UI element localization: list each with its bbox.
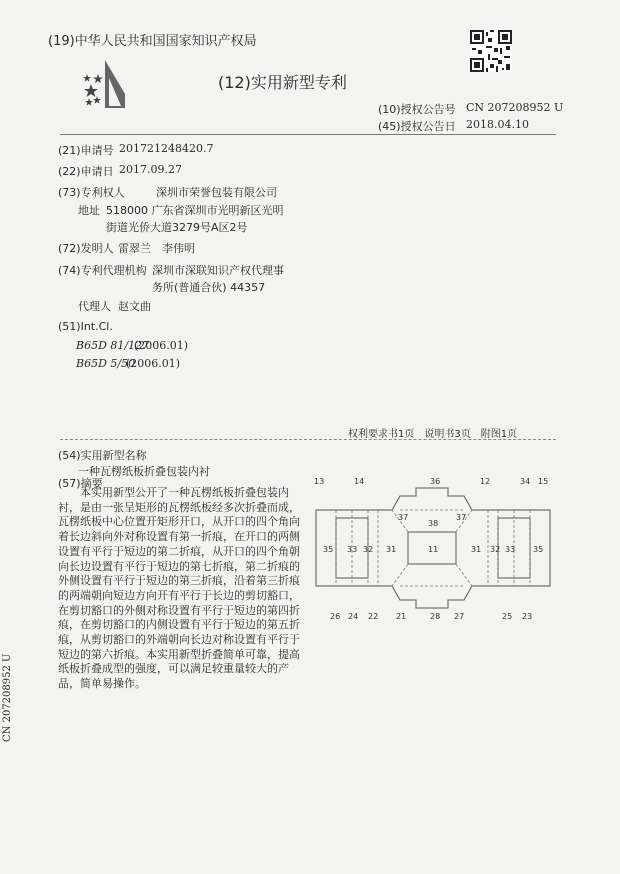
label-15: 15 — [538, 478, 549, 486]
app-no-label: (21)申请号 — [58, 144, 114, 157]
label-36: 36 — [430, 478, 441, 486]
label-13: 13 — [314, 478, 325, 486]
inventor-label: (72)发明人 — [58, 242, 114, 255]
agency-line-2: 务所(普通合伙) 44357 — [152, 281, 266, 294]
divider-top — [60, 134, 556, 135]
patentee-label: (73)专利权人 — [58, 186, 125, 199]
ipc-1-code: B65D 81/127 — [76, 339, 150, 352]
label-26: 26 — [330, 612, 341, 621]
label-33a: 33 — [347, 545, 358, 554]
label-23: 23 — [522, 612, 533, 621]
side-pub-no: CN 207208952 U — [2, 653, 13, 742]
label-33b: 33 — [505, 545, 516, 554]
patentee: 深圳市荣誉包装有限公司 — [156, 186, 277, 199]
address-line-1: 518000 广东省深圳市光明新区光明 — [106, 204, 284, 217]
pub-date-label: (45)授权公告日 — [378, 120, 456, 133]
packaging-diagram — [310, 478, 556, 623]
ipc-2-version: (2006.01) — [126, 357, 181, 370]
agency-line-1: 深圳市深联知识产权代理事 — [152, 264, 284, 277]
ipc-1-version: (2006.01) — [134, 339, 189, 352]
divider-bottom — [60, 439, 556, 440]
pub-no: CN 207208952 U — [466, 101, 564, 114]
label-28: 28 — [430, 612, 441, 621]
agent: 赵文曲 — [118, 300, 151, 313]
utility-title: 一种瓦楞纸板折叠包装内衬 — [78, 465, 210, 478]
label-24: 24 — [348, 612, 359, 621]
pub-date: 2018.04.10 — [466, 118, 529, 131]
label-35a: 35 — [323, 545, 334, 554]
app-date: 2017.09.27 — [119, 163, 182, 176]
app-no: 201721248420.7 — [119, 142, 214, 155]
label-12: 12 — [480, 478, 491, 486]
ipc-label: (51)Int.Cl. — [58, 320, 113, 333]
app-date-label: (22)申请日 — [58, 165, 114, 178]
label-34: 34 — [520, 478, 531, 486]
label-27: 27 — [454, 612, 465, 621]
qr-code — [470, 30, 512, 72]
label-35b: 35 — [533, 545, 544, 554]
label-21: 21 — [396, 612, 407, 621]
label-25: 25 — [502, 612, 513, 621]
document-type: (12)实用新型专利 — [218, 73, 347, 92]
label-32a: 32 — [363, 545, 374, 554]
pub-no-label: (10)授权公告号 — [378, 103, 456, 116]
label-11: 11 — [428, 545, 439, 554]
ipc-2-code: B65D 5/50 — [76, 357, 136, 370]
agent-label: 代理人 — [78, 300, 111, 313]
sipo-logo — [83, 58, 129, 112]
abstract-text: 本实用新型公开了一种瓦楞纸板折叠包装内衬，是由一张呈矩形的瓦楞纸板经多次折叠而成，瓦楞纸板中心位置开矩形开口，从开口的四个角向着长边斜向外对称设置有第一折痕，在开口的两侧设置有平行于短边的第二折痕，从开口的四个角朝向长边设置有平行于短边的第七折痕，第二折痕的外侧设置有平行于短边的第三折痕，沿着第三折痕的两端朝向短边方向开有平行于长边的剪切豁口，在剪切豁口的外侧对称设置有平行于短边的第四折痕，在剪切豁口的内侧设置有平行于短边的第五折痕，从剪切豁口的外端朝向长边对称设置有平行于短边的第六折痕。本实用新型折叠简单可靠，提高纸板折叠成型的强度，可以满足较重量较大的产品，简单易操作。 — [58, 486, 300, 691]
label-22: 22 — [368, 612, 379, 621]
address-label: 地址 — [78, 204, 100, 217]
label-31a: 31 — [386, 545, 397, 554]
label-32b: 32 — [490, 545, 501, 554]
label-37a: 37 — [398, 513, 409, 522]
label-38: 38 — [428, 519, 439, 528]
label-37b: 37 — [456, 513, 467, 522]
agency-label: (74)专利代理机构 — [58, 264, 147, 277]
label-14: 14 — [354, 478, 365, 486]
page-counts: 权利要求书1页 说明书3页 附图1页 — [348, 429, 518, 440]
office-name: (19)中华人民共和国国家知识产权局 — [48, 34, 257, 49]
label-31b: 31 — [471, 545, 482, 554]
abstract-label: (57)摘要 — [58, 477, 103, 490]
inventors: 雷翠兰 李伟明 — [118, 242, 195, 255]
address-line-2: 街道光侨大道3279号A区2号 — [106, 221, 248, 234]
title-label: (54)实用新型名称 — [58, 449, 147, 462]
